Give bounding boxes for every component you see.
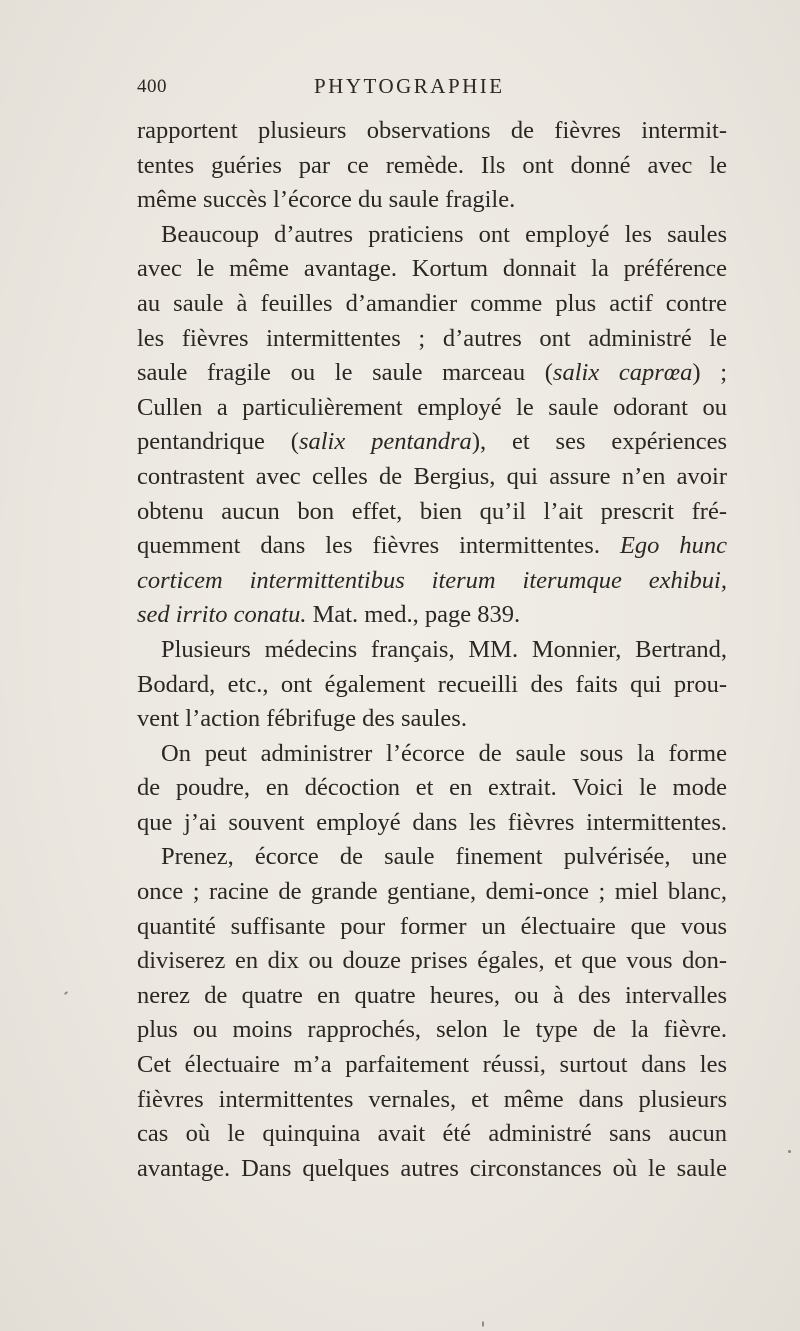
text-line: contrastent avec celles de Bergius, qui assure n’en avoir xyxy=(137,462,727,490)
running-title: PHYTOGRAPHIE xyxy=(314,74,505,98)
text-segment: ), et ses expériences xyxy=(471,428,727,456)
text-segment: saule fragile ou le saule marceau ( xyxy=(137,359,553,387)
italic-segment: salix caprœa xyxy=(552,359,693,387)
text-line: quantité suffisante pour former un électuaire que vous xyxy=(137,912,727,940)
text-line: Bodard, etc., ont également recueilli des faits qui prou- xyxy=(137,670,727,698)
text-line: corticem intermittentibus iterum iterumque exhibui, xyxy=(137,566,727,594)
text-segment: Mat. med., page 839. xyxy=(306,601,521,629)
text-segment: ) ; xyxy=(692,359,728,387)
text-line: Cullen a particulièrement employé le saule odorant ou xyxy=(137,393,727,421)
italic-segment: salix pentandra xyxy=(298,428,472,456)
text-line: vent l’action fébrifuge des saules. xyxy=(137,705,467,733)
text-line: avantage. Dans quelques autres circonstances où le saule xyxy=(137,1154,727,1182)
text-line: plus ou moins rapprochés, selon le type de la fièvre. xyxy=(137,1016,727,1044)
text-line: diviserez en dix ou douze prises égales, et que vous don- xyxy=(137,947,727,975)
text-line: avec le même avantage. Kortum donnait la préférence xyxy=(137,255,727,283)
text-line xyxy=(137,356,727,391)
italic-segment: Ego hunc xyxy=(619,532,728,560)
text-line: Cet électuaire m’a parfaitement réussi, surtout dans les xyxy=(137,1051,727,1079)
text-line xyxy=(137,425,727,460)
text-line: tentes guéries par ce remède. Ils ont donné avec le xyxy=(137,151,727,179)
text-line: de poudre, en décoction et en extrait. Voici le mode xyxy=(137,774,727,802)
text-line: rapportent plusieurs observations de fièvres intermit- xyxy=(137,117,727,144)
body-text xyxy=(137,114,727,1186)
text-line: que j’ai souvent employé dans les fièvres intermittentes. xyxy=(137,808,727,836)
page-header xyxy=(137,74,727,104)
text-line: Beaucoup d’autres praticiens ont employé les saules xyxy=(161,220,727,248)
text-segment: pentandrique ( xyxy=(137,428,299,456)
italic-segment: sed irrito conatu. xyxy=(137,601,307,629)
text-line: cas où le quinquina avait été administré sans aucun xyxy=(137,1120,727,1148)
text-line: les fièvres intermittentes ; d’autres ont administré le xyxy=(137,324,727,352)
ink-speck xyxy=(788,1150,791,1153)
text-line: On peut administrer l’écorce de saule sous la forme xyxy=(161,739,727,767)
text-line: fièvres intermittentes vernales, et même dans plusieurs xyxy=(137,1085,727,1113)
text-line: même succès l’écorce du saule fragile. xyxy=(137,186,516,214)
text-line: Plusieurs médecins français, MM. Monnier, Bertrand, xyxy=(161,635,727,663)
text-line: once ; racine de grande gentiane, demi-once ; miel blanc, xyxy=(137,878,727,906)
text-segment: quemment dans les fièvres intermittentes. xyxy=(137,532,620,560)
text-line: Prenez, écorce de saule finement pulvérisée, une xyxy=(161,843,727,871)
text-line: obtenu aucun bon effet, bien qu’il l’ait prescrit fré- xyxy=(137,497,727,525)
text-line xyxy=(137,529,727,564)
ink-speck xyxy=(482,1321,484,1327)
ink-speck xyxy=(64,991,68,995)
page-number: 400 xyxy=(137,76,167,97)
text-line: nerez de quatre en quatre heures, ou à des intervalles xyxy=(137,981,727,1009)
text-line xyxy=(137,598,727,633)
text-line: au saule à feuilles d’amandier comme plus actif contre xyxy=(137,289,727,317)
